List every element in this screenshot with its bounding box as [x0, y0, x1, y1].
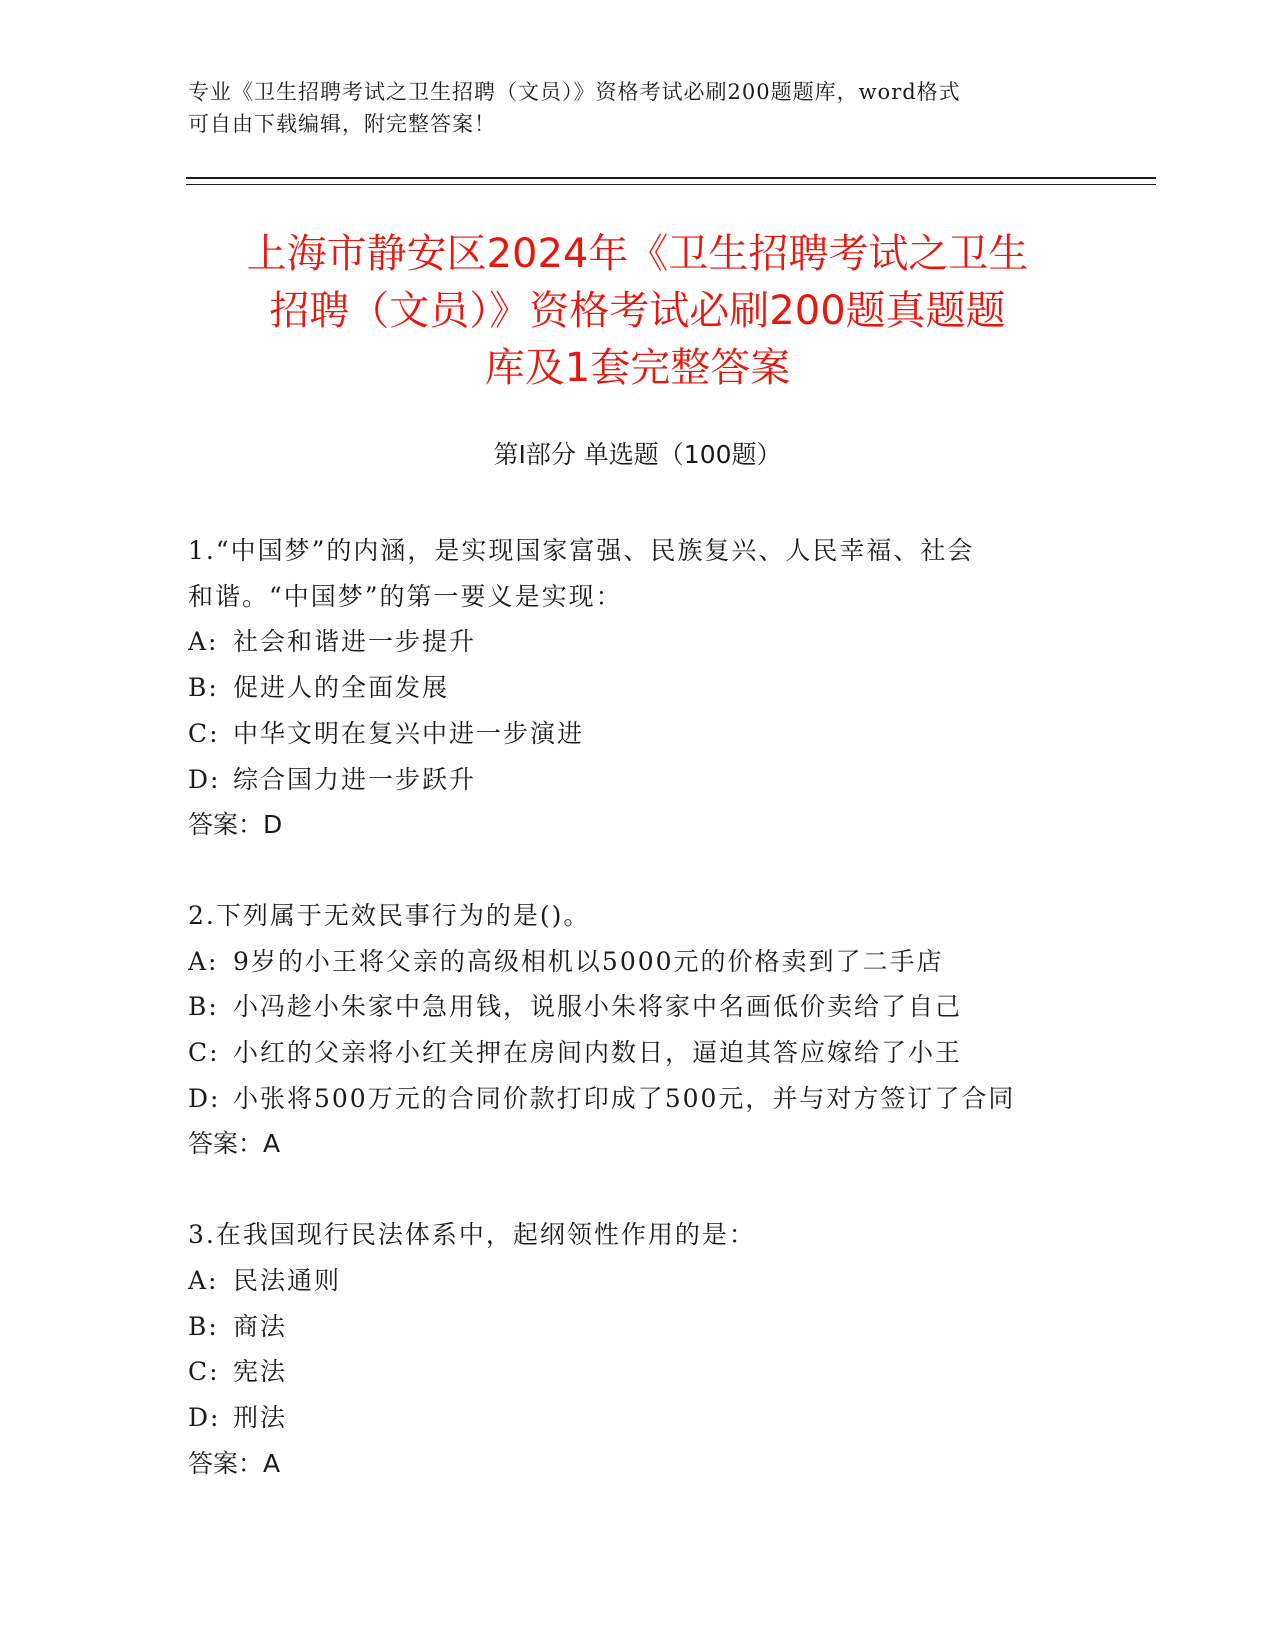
- document-title-line-2: 招聘（文员）》资格考试必刷200题真题题: [269, 288, 1006, 334]
- option-a: [188, 939, 1088, 985]
- option-letter: C:: [188, 1038, 220, 1068]
- option-d: [188, 1076, 1088, 1122]
- option-letter: B:: [188, 673, 219, 703]
- option-letter: D:: [188, 764, 221, 794]
- option-text: 刑法: [233, 1402, 288, 1432]
- option-text: 民法通则: [233, 1265, 342, 1295]
- option-c: [188, 711, 1088, 757]
- header-note: [188, 76, 1088, 140]
- option-text: 商法: [233, 1311, 288, 1341]
- option-c: [188, 1030, 1088, 1076]
- option-text: 中华文明在复兴中进一步演进: [233, 718, 585, 748]
- option-text: 小张将500万元的合同价款打印成了500元，并与对方签订了合同: [233, 1083, 1016, 1113]
- option-letter: A:: [188, 627, 219, 657]
- question-2: [188, 893, 1088, 1167]
- option-d: [188, 1395, 1088, 1441]
- option-d: [188, 757, 1088, 803]
- option-letter: A:: [188, 1265, 219, 1295]
- question-stem: 1.“中国梦”的内涵，是实现国家富强、民族复兴、人民幸福、社会: [188, 536, 975, 565]
- answer-line: 答案：A: [188, 1129, 281, 1159]
- option-b: [188, 665, 1088, 711]
- question-3: [188, 1212, 1088, 1486]
- header-divider-thick: [186, 177, 1156, 179]
- option-text: 宪法: [233, 1357, 288, 1387]
- option-letter: A:: [188, 946, 219, 976]
- question-stem-continued: 和谐。“中国梦”的第一要义是实现：: [188, 581, 623, 611]
- question-1: [188, 528, 1088, 848]
- option-letter: D:: [188, 1402, 221, 1432]
- answer-line: 答案：A: [188, 1448, 281, 1478]
- option-a: [188, 1258, 1088, 1304]
- document-title-line-1: 上海市静安区2024年《卫生招聘考试之卫生: [246, 231, 1029, 277]
- option-text: 促进人的全面发展: [233, 673, 450, 703]
- header-note-line-2: 可自由下载编辑，附完整答案！: [188, 112, 496, 136]
- header-note-line-1: 专业《卫生招聘考试之卫生招聘（文员）》资格考试必刷200题题库，word格式: [188, 80, 961, 104]
- document-title: [150, 226, 1125, 397]
- option-text: 9岁的小王将父亲的高级相机以5000元的价格卖到了二手店: [233, 946, 944, 976]
- option-text: 小冯趁小朱家中急用钱，说服小朱将家中名画低价卖给了自己: [233, 992, 963, 1022]
- question-stem: 2.下列属于无效民事行为的是()。: [188, 900, 591, 930]
- answer-line: 答案：D: [188, 810, 283, 840]
- document-title-line-3: 库及1套完整答案: [484, 345, 791, 391]
- question-list: [188, 528, 1088, 1531]
- option-text: 综合国力进一步跃升: [233, 764, 477, 794]
- option-text: 小红的父亲将小红关押在房间内数日，逼迫其答应嫁给了小王: [233, 1038, 963, 1068]
- option-letter: B:: [188, 1311, 219, 1341]
- option-c: [188, 1349, 1088, 1395]
- option-letter: C:: [188, 1357, 220, 1387]
- section-title: 第Ⅰ部分 单选题（100题）: [493, 440, 782, 469]
- option-letter: D:: [188, 1083, 221, 1113]
- question-stem: 3.在我国现行民法体系中，起纲领性作用的是：: [188, 1220, 756, 1250]
- option-b: [188, 984, 1088, 1030]
- option-letter: C:: [188, 718, 220, 748]
- option-a: [188, 619, 1088, 665]
- option-text: 社会和谐进一步提升: [233, 627, 477, 657]
- option-b: [188, 1304, 1088, 1350]
- header-divider-thin: [186, 184, 1156, 185]
- option-letter: B:: [188, 992, 219, 1022]
